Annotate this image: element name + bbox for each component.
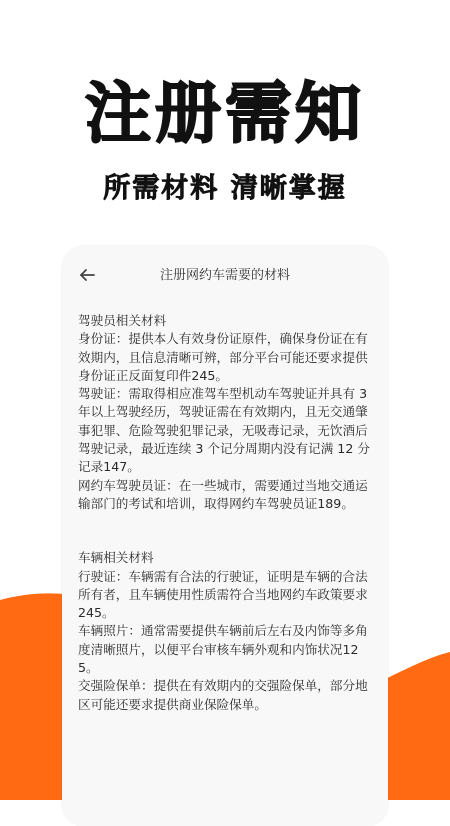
vehicle-item-photos: 车辆照片：通常需要提供车辆前后左右及内饰等多角度清晰照片，以便平台审核车辆外观和内饰状况125。	[78, 623, 368, 676]
hero-title: 注册需知	[85, 75, 365, 152]
driver-item-id-card: 身份证：提供本人有效身份证原件，确保身份证在有效期内，且信息清晰可辨，部分平台可能还要求提供身份证正反面复印件245。	[78, 331, 368, 383]
materials-content	[78, 312, 372, 714]
vehicle-section-title: 车辆相关材料	[78, 550, 154, 566]
vehicle-item-registration: 行驶证：车辆需有合法的行驶证，证明是车辆的合法所有者，且车辆使用性质需符合当地网约车政策要求245。	[78, 568, 368, 621]
driver-item-license: 驾驶证：需取得相应准驾车型机动车驾驶证并具有 3 年以上驾驶经历，驾驶证需在有效期内，且无交通肇事犯罪、危险驾驶犯罪记录，无吸毒记录，无饮酒后驾驶记录，最近连续 3 个记分周期内没有记满 12 分记录147。	[78, 386, 370, 475]
driver-section-title: 驾驶员相关材料	[78, 313, 167, 328]
screen-title: 注册网约车需要的材料	[159, 268, 290, 283]
phone-screen-card	[62, 246, 388, 826]
vehicle-item-insurance: 交强险保单：提供在有效期内的交强险保单，部分地区可能还要求提供商业保险保单。	[78, 678, 368, 712]
hero-subtitle: 所需材料 清晰掌握	[103, 173, 347, 204]
driver-item-driver-certificate: 网约车驾驶员证：在一些城市，需要通过当地交通运输部门的考试和培训，取得网约车驾驶员证189。	[78, 477, 368, 511]
section-spacer	[78, 513, 372, 549]
screen-header	[62, 262, 388, 290]
